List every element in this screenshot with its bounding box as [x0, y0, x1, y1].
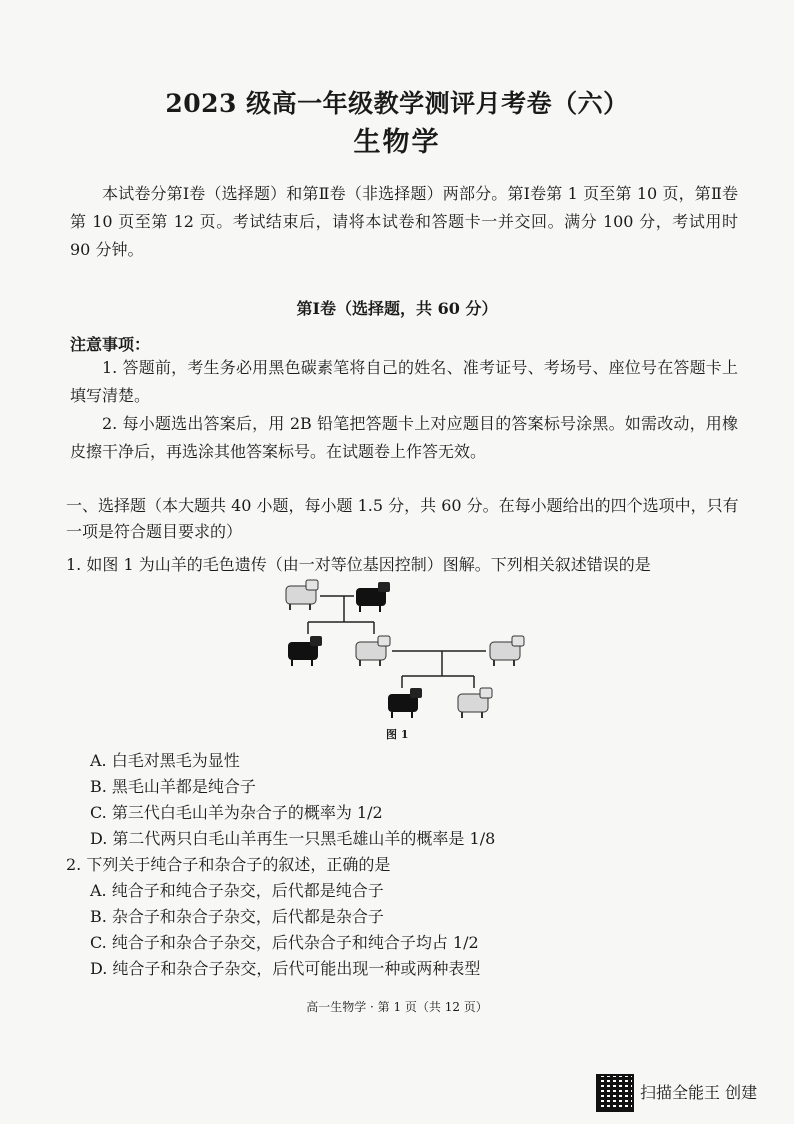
question-1-option-b: B. 黑毛山羊都是纯合子	[90, 777, 256, 796]
question-2-option-a: A. 纯合子和纯合子杂交，后代都是纯合子	[90, 881, 384, 900]
intro-paragraph: 本试卷分第Ⅰ卷（选择题）和第Ⅱ卷（非选择题）两部分。第Ⅰ卷第 1 页至第 10 页，第Ⅱ卷第 10 页至第 12 页。考试结束后，请将本试卷和答题卡一并交回。满分 100 分，考试用时 90 分钟。	[70, 184, 738, 259]
question-2-option-d: D. 纯合子和杂合子杂交，后代可能出现一种或两种表型	[90, 959, 481, 978]
goat-white-gen2-b	[490, 636, 524, 666]
question-2-option-b: B. 杂合子和杂合子杂交，后代都是杂合子	[90, 907, 384, 926]
goat-white-gen1	[286, 580, 318, 610]
goat-black-gen1	[356, 582, 390, 612]
notice-item-2: 2. 每小题选出答案后，用 2B 铅笔把答题卡上对应题目的答案标号涂黑。如需改动，用橡皮擦干净后，再选涂其他答案标号。在试题卷上作答无效。	[70, 414, 738, 461]
exam-title: 2023 级高一年级教学测评月考卷（六）	[165, 89, 629, 118]
page-footer: 高一生物学 · 第 1 页（共 12 页）	[306, 1000, 488, 1014]
notice-item-1: 1. 答题前，考生务必用黑色碳素笔将自己的姓名、准考证号、考场号、座位号在答题卡上填写清楚。	[70, 358, 738, 405]
scanner-label: 扫描全能王 创建	[640, 1083, 758, 1102]
subject-title: 生物学	[353, 127, 441, 158]
question-2-stem: 2. 下列关于纯合子和杂合子的叙述，正确的是	[66, 855, 391, 874]
question-2-option-c: C. 纯合子和杂合子杂交，后代杂合子和纯合子均占 1/2	[90, 933, 479, 952]
question-1-option-c: C. 第三代白毛山羊为杂合子的概率为 1/2	[90, 803, 383, 822]
section-heading: 第Ⅰ卷（选择题，共 60 分）	[296, 299, 498, 318]
goat-white-gen2-a	[356, 636, 390, 666]
notice-title: 注意事项：	[70, 335, 151, 354]
goat-pedigree-figure	[278, 578, 538, 728]
question-1-option-d: D. 第二代两只白毛山羊再生一只黑毛雄山羊的概率是 1/8	[90, 829, 496, 848]
goat-black-gen3	[388, 688, 422, 718]
scanner-watermark	[596, 1074, 786, 1112]
question-1-option-a: A. 白毛对黑毛为显性	[90, 751, 240, 770]
goat-white-gen3	[458, 688, 492, 718]
qr-code-icon	[596, 1074, 634, 1112]
goat-black-gen2	[288, 636, 322, 666]
part-heading: 一、选择题（本大题共 40 小题，每小题 1.5 分，共 60 分。在每小题给出的四个选项中，只有一项是符合题目要求的）	[66, 496, 739, 541]
question-1-stem: 1. 如图 1 为山羊的毛色遗传（由一对等位基因控制）图解。下列相关叙述错误的是	[66, 555, 651, 574]
figure-caption: 图 1	[386, 728, 409, 741]
